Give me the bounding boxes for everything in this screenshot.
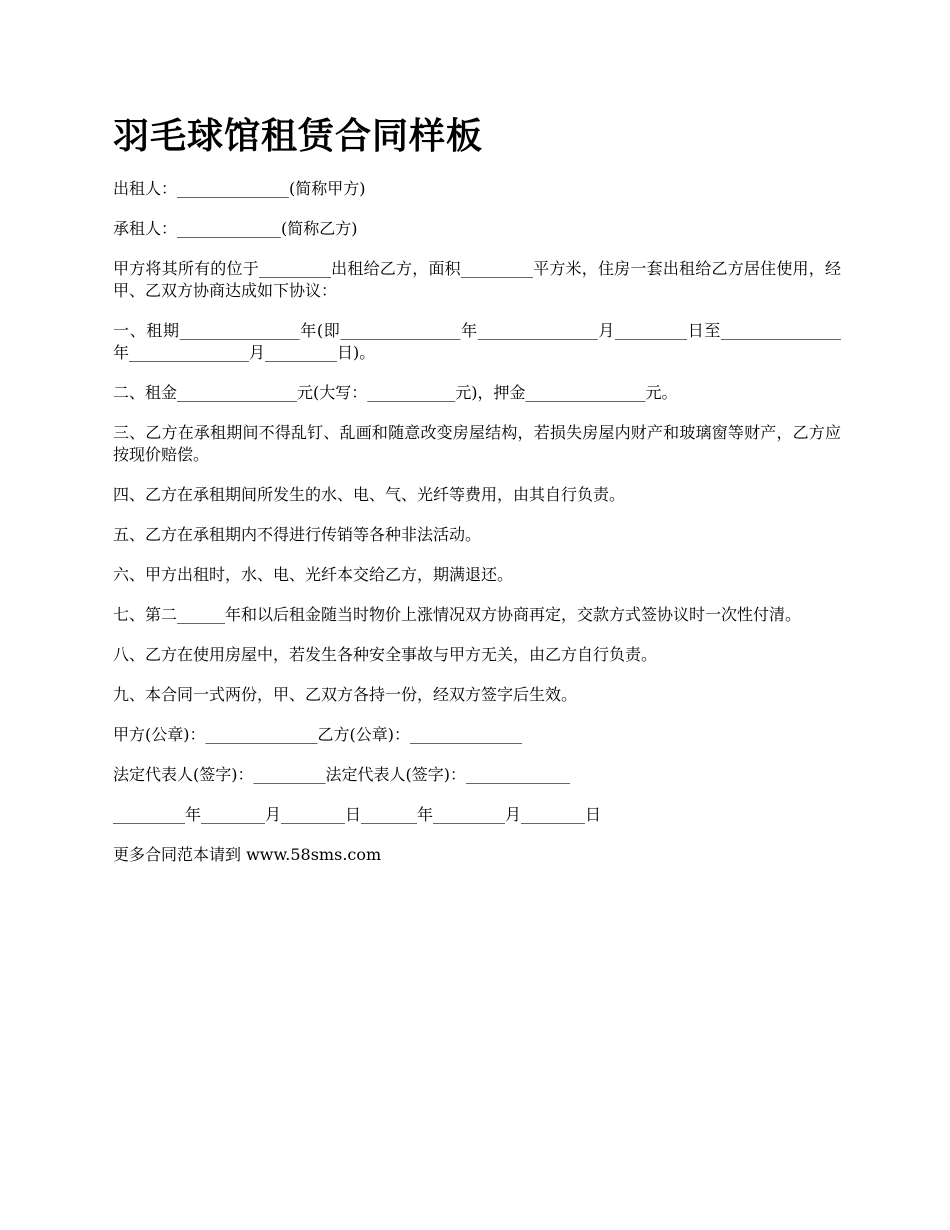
clause-3-damage: 三、乙方在承租期间不得乱钉、乱画和随意改变房屋结构，若损失房屋内财产和玻璃窗等财产，乙方应按现价赔偿。 [113,423,841,464]
party-lessee-line: 承租人：_____________(简称乙方) [113,219,358,238]
clause-1-lease-term: 一、租期_______________年(即_______________年_______________月_________日至_______________年_______________月_________日)。 [113,321,841,362]
clause-7-rent-adjustment: 七、第二______年和以后租金随当时物价上涨情况双方协商再定，交款方式签协议时一次性付清。 [113,605,802,624]
document-page [113,112,841,884]
clause-4-utilities: 四、乙方在承租期间所发生的水、电、气、光纤等费用，由其自行负责。 [113,485,626,504]
clause-2-rent: 二、租金_______________元(大写：___________元)，押金_______________元。 [113,383,678,402]
signature-date-line: _________年________月________日_______年_________月________日 [113,805,602,824]
signature-seal-line: 甲方(公章)：______________乙方(公章)：______________ [113,725,522,744]
clause-6-handover: 六、甲方出租时，水、电、光纤本交给乙方，期满退还。 [113,565,514,584]
clause-8-safety: 八、乙方在使用房屋中，若发生各种安全事故与甲方无关，由乙方自行负责。 [113,645,658,664]
footer-website-note: 更多合同范本请到 www.58sms.com [113,845,382,864]
signature-representative-line: 法定代表人(签字)：_________法定代表人(签字)：_____________ [113,765,570,784]
clause-9-effect: 九、本合同一式两份，甲、乙双方各持一份，经双方签字后生效。 [113,685,578,704]
clause-5-illegal-activity: 五、乙方在承租期内不得进行传销等各种非法活动。 [113,525,482,544]
preamble-paragraph: 甲方将其所有的位于_________出租给乙方，面积_________平方米，住房一套出租给乙方居住使用，经甲、乙双方协商达成如下协议： [113,259,841,300]
party-lessor-line: 出租人：______________(简称甲方) [113,179,366,198]
document-title: 羽毛球馆租赁合同样板 [113,115,484,157]
